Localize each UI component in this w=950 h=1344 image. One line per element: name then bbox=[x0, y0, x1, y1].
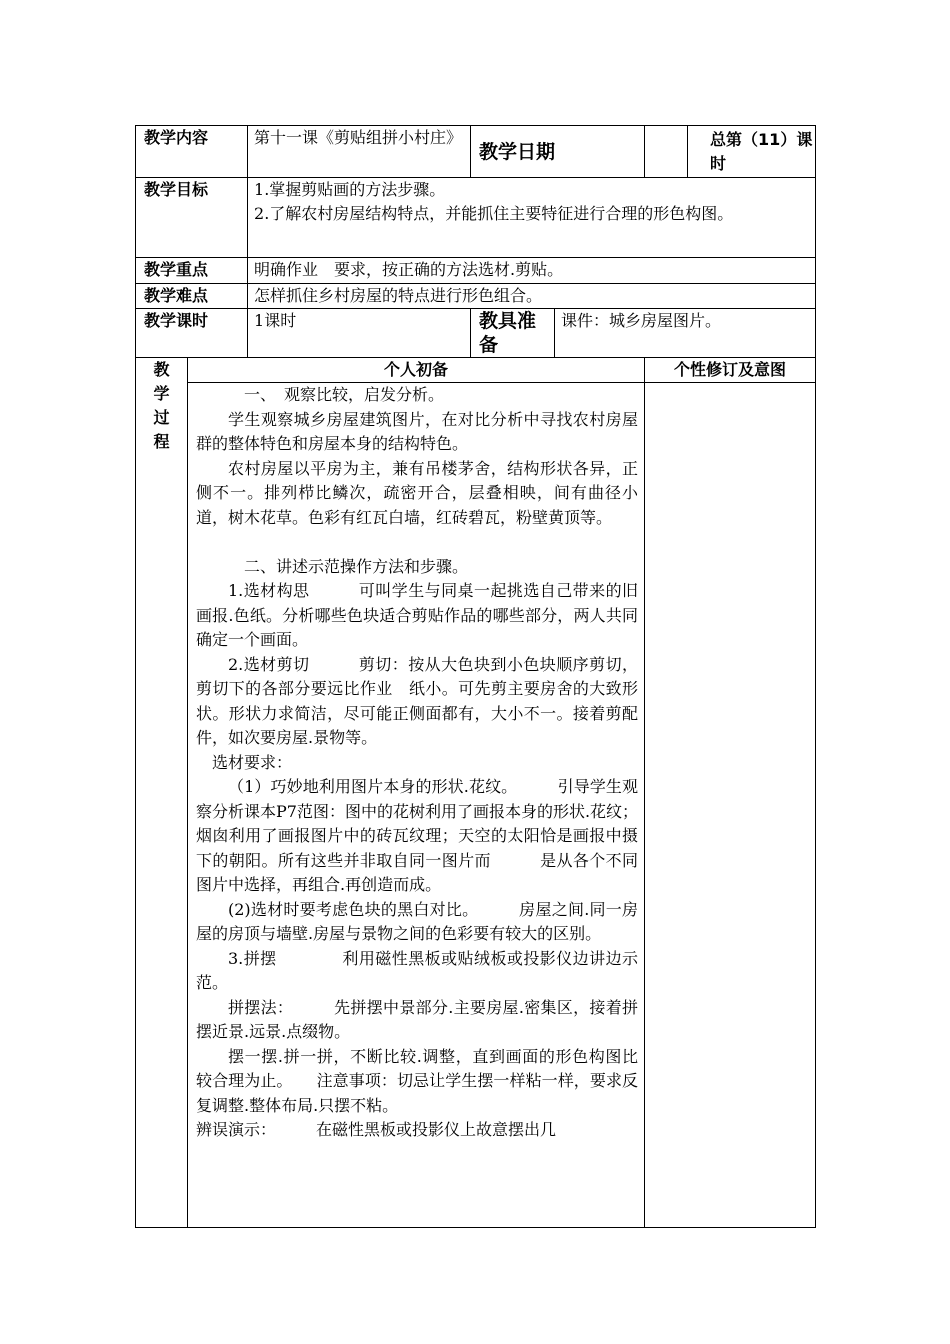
paragraph: 2.选材剪切 剪切：按从大色块到小色块顺序剪切，剪切下的各部分要远比作业 纸小。可先剪主要房舍的大致形状。形状力求简洁，尽可能正侧面都有，大小不一。接着剪配件，如次要房屋.景物等。 bbox=[196, 654, 639, 747]
process-label bbox=[136, 358, 188, 1228]
revision-column-header: 个性修订及意图 bbox=[645, 358, 816, 383]
blank-line bbox=[196, 530, 638, 555]
content-value: 第十一课《剪贴组拼小村庄》 bbox=[248, 126, 471, 178]
date-value bbox=[645, 126, 688, 178]
content-label: 教学内容 bbox=[136, 126, 248, 178]
paragraph: (2)选材时要考虑色块的黑白对比。 房屋之间.同一房屋的房顶与墙壁.房屋与景物之间的色彩要有较大的区别。 bbox=[196, 899, 639, 943]
prep-column-header: 个人初备 bbox=[188, 358, 645, 383]
goal-item: 2.了解农村房屋结构特点，并能抓住主要特征进行合理的形色构图。 bbox=[254, 204, 734, 223]
paragraph: 1.选材构思 可叫学生与同桌一起挑选自己带来的旧画报.色纸。分析哪些色块适合剪贴作品的哪些部分，两人共同确定一个画面。 bbox=[196, 581, 639, 649]
row-goals bbox=[136, 178, 816, 258]
paragraph: 辨误演示： 在磁性黑板或投影仪上故意摆出几 bbox=[196, 1120, 557, 1139]
paragraph: 摆一摆.拼一拼，不断比较.调整，直到画面的形色构图比较合理为止。 注意事项：切忌让学生摆一样粘一样，要求反复调整.整体布局.只摆不粘。 bbox=[196, 1046, 639, 1115]
hours-label: 教学课时 bbox=[136, 309, 248, 358]
paragraph: 选材要求： bbox=[212, 752, 293, 772]
paragraph: 农村房屋以平房为主，兼有吊楼茅舍，结构形状各异，正侧不一。排列栉比鳞次，疏密开合，层叠相映，间有曲径小道，树木花草。色彩有红瓦白墙，红砖碧瓦，粉壁黄顶等。 bbox=[196, 458, 639, 527]
aids-label: 教具准备 bbox=[471, 309, 555, 358]
aids-value: 课件：城乡房屋图片。 bbox=[555, 309, 816, 358]
goals-label: 教学目标 bbox=[136, 178, 248, 258]
row-hours bbox=[136, 309, 816, 358]
hours-value: 1课时 bbox=[248, 309, 471, 358]
date-label: 教学日期 bbox=[471, 126, 645, 178]
focus-value: 明确作业 要求，按正确的方法选材.剪贴。 bbox=[248, 258, 816, 284]
goal-item: 1.掌握剪贴画的方法步骤。 bbox=[254, 180, 446, 199]
prep-content bbox=[188, 383, 645, 1228]
focus-label: 教学重点 bbox=[136, 258, 248, 284]
process-label-char: 学 bbox=[153, 384, 170, 403]
paragraph: （1）巧妙地利用图片本身的形状.花纹。 引导学生观察分析课本P7范图：图中的花树利用了画报本身的形状.花纹；烟囱利用了画报图片中的砖瓦纹理；天空的太阳恰是画报中摄下的朝阳。所有这些并非取自同一图片而 是从各个不同图片中选择，再组合.再创造而成。 bbox=[196, 777, 639, 894]
difficulty-value: 怎样抓住乡村房屋的特点进行形色组合。 bbox=[248, 284, 816, 309]
row-process-body bbox=[136, 383, 816, 1228]
paragraph: 学生观察城乡房屋建筑图片，在对比分析中寻找农村房屋群的整体特色和房屋本身的结构特色。 bbox=[196, 409, 639, 453]
lesson-plan-table bbox=[135, 125, 816, 1228]
process-label-char: 程 bbox=[153, 432, 170, 451]
difficulty-label: 教学难点 bbox=[136, 284, 248, 309]
row-process-header bbox=[136, 358, 816, 383]
row-content bbox=[136, 126, 816, 178]
section-heading: 二、讲述示范操作方法和步骤。 bbox=[244, 556, 469, 576]
goals-content bbox=[248, 178, 816, 258]
revision-content bbox=[645, 383, 816, 1228]
process-label-char: 过 bbox=[153, 408, 170, 427]
paragraph: 3.拼摆 利用磁性黑板或贴绒板或投影仪边讲边示范。 bbox=[196, 948, 639, 992]
paragraph: 拼摆法： 先拼摆中景部分.主要房屋.密集区，接着拼摆近景.远景.点缀物。 bbox=[196, 997, 639, 1041]
section-heading: 一、 观察比较，启发分析。 bbox=[244, 385, 445, 404]
row-focus bbox=[136, 258, 816, 284]
row-difficulty bbox=[136, 284, 816, 309]
process-label-char: 教 bbox=[153, 360, 170, 379]
total-hours: 总第（11）课时 bbox=[688, 126, 816, 178]
process-label-text bbox=[136, 358, 187, 454]
